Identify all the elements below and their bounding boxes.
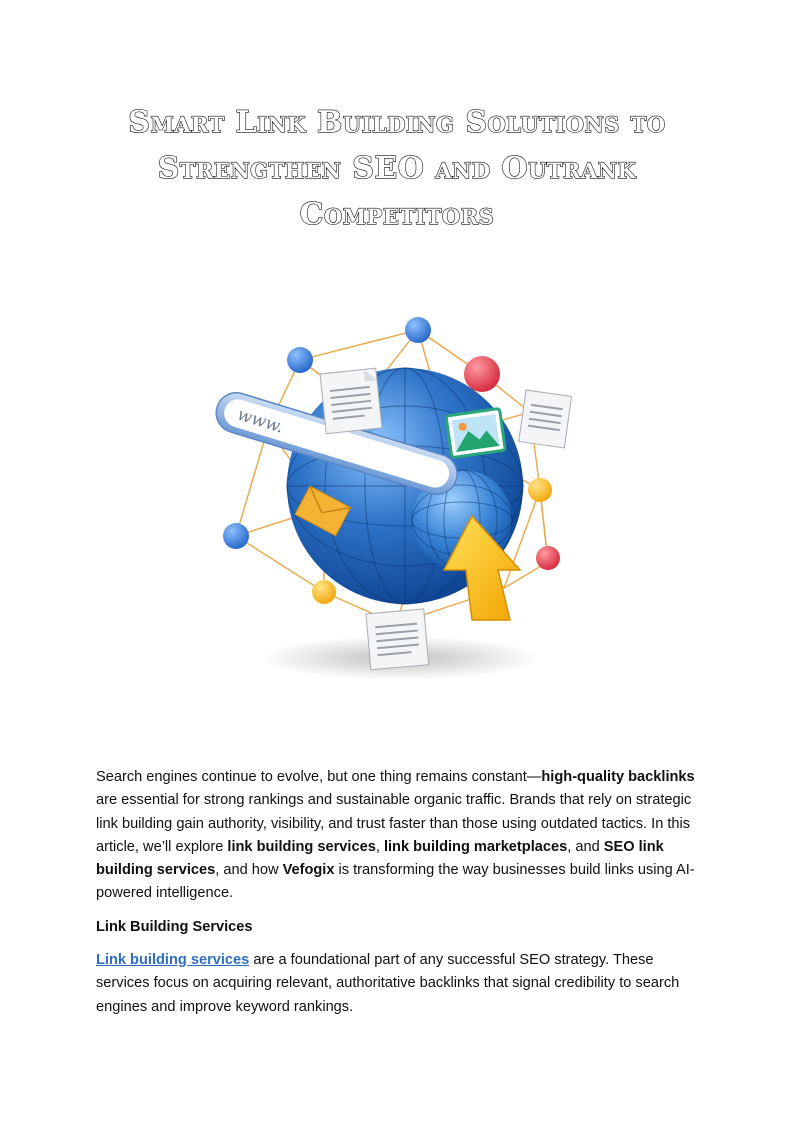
node-blue [405,317,431,343]
section-paragraph: Link building services are a foundational part of any successful SEO strategy. These services focus on acquiring relevant, authoritative backlinks that signal credibility to search engines and improve keyword rankings. [96,952,680,1015]
title-line-3: Competitors [299,197,495,232]
page-title [60,100,734,238]
node-yellow [528,478,552,502]
title-line-1: Smart Link Building Solutions to [128,105,666,140]
bold-high-quality-backlinks: high-quality backlinks [541,769,695,785]
intro-paragraph: Search engines continue to evolve, but one thing remains constant—high-quality backlinks are essential for strong rankings and sustainable organic traffic. Brands that rely on strategic link building gain authority, visibility, and trust faster than those using outdated tactics. In this article, we’ll explore link building services, link building marketplaces, and SEO link building services, and how Vefogix is transforming the way businesses build links using AI-powered intelligence. [96,769,695,902]
document-icon [320,368,382,434]
node-blue [287,347,313,373]
node-red [464,356,500,392]
image-icon [446,408,505,457]
url-bar-text: www. [234,404,286,438]
title-line-2: Strengthen SEO and Outrank [157,151,637,186]
link-building-services-link[interactable]: Link building services [96,952,250,969]
bold-seo-link-building-services: SEO link building services [96,838,664,879]
bold-link-building-marketplaces: link building marketplaces [383,838,568,855]
bold-vefogix: Vefogix [282,862,335,879]
node-yellow [312,580,336,604]
document-icon [519,390,572,448]
article-body [96,766,696,1029]
document-icon [366,609,429,670]
bold-link-building-services: link building services [227,838,376,855]
link-network-illustration [200,308,590,698]
section-heading: Link Building Services [96,918,253,935]
node-red [536,546,560,570]
node-blue [223,523,249,549]
